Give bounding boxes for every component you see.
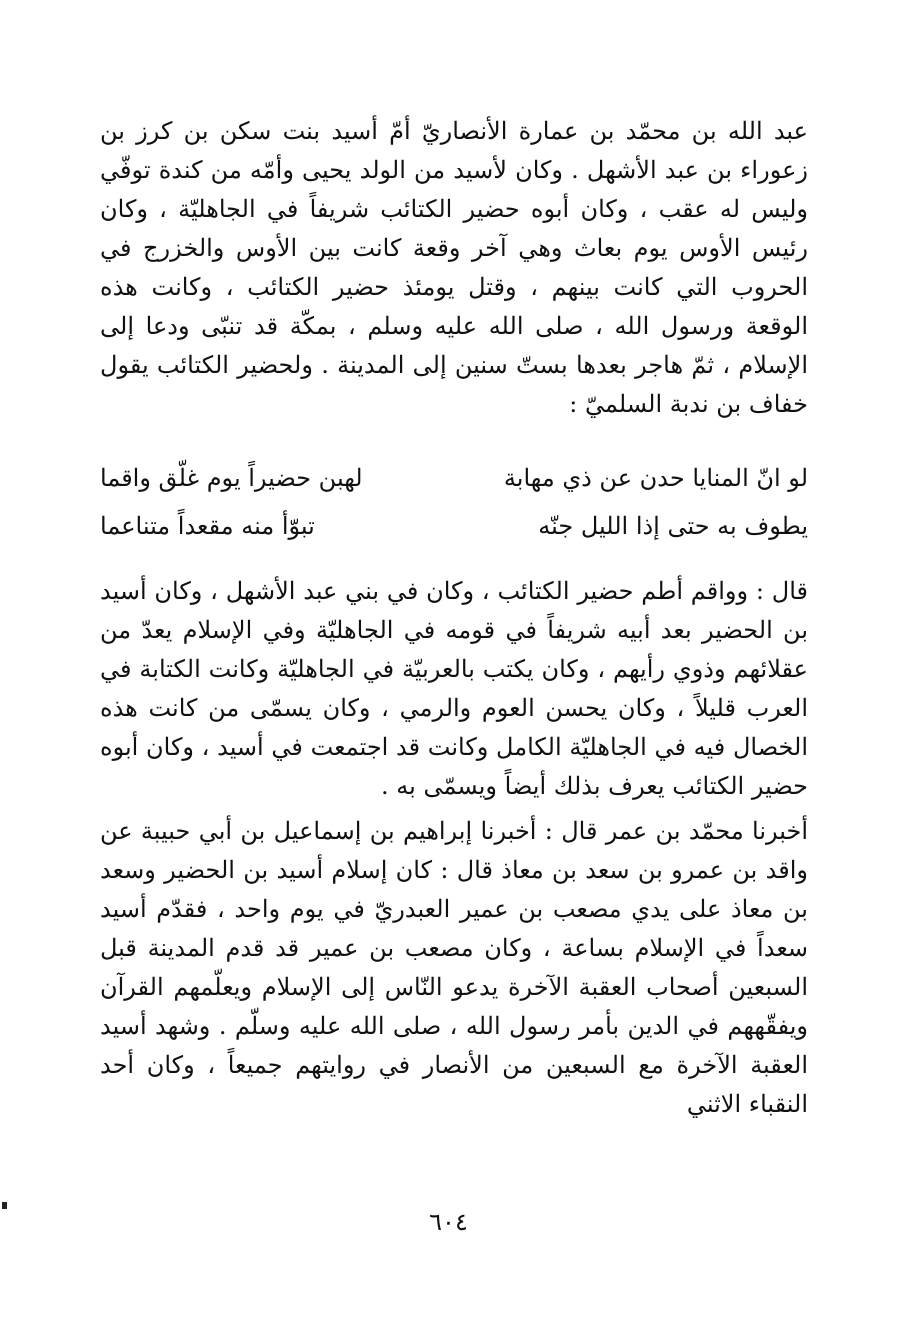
page-body <box>100 112 808 1124</box>
poem <box>100 454 808 550</box>
page-number: ٦٠٤ <box>429 1208 468 1236</box>
verse-2-second-hemistich: تبوّأ منه مقعداً متناعما <box>100 512 315 540</box>
paragraph-1: عبد الله بن محمّد بن عمارة الأنصاريّ أمّ أسيد بنت سكن بن كرز بن زعوراء بن عبد الأشهل . وكان لأسيد من الولد يحيى وأمّه من كندة توفّي وليس له عقب ، وكان أبوه حضير الكتائب شريفاً في الجاهليّة ، وكان رئيس الأوس يوم بعاث وهي آخر وقعة كانت بين الأوس والخزرج في الحروب التي كانت بينهم ، وقتل يومئذ حضير الكتائب ، وكانت هذه الوقعة ورسول الله ، صلى الله عليه وسلم ، بمكّة قد تنبّى ودعا إلى الإسلام ، ثمّ هاجر بعدها بستّ سنين إلى المدينة . ولحضير الكتائب يقول خفاف بن ندبة السلميّ : <box>100 117 809 418</box>
verse-1-first-hemistich: لو انّ المنايا حدن عن ذي مهابة <box>503 464 808 492</box>
verse-1-second-hemistich: لهبن حضيراً يوم غلّق واقما <box>100 464 363 492</box>
verse-2-first-hemistich: يطوف به حتى إذا الليل جنّه <box>538 512 808 540</box>
paragraph-3: أخبرنا محمّد بن عمر قال : أخبرنا إبراهيم بن إسماعيل بن أبي حبيبة عن واقد بن عمرو بن سعد بن معاذ قال : كان إسلام أسيد بن الحضير وسعد بن معاذ على يدي مصعب بن عمير العبدريّ في يوم واحد ، فقدّم أسيد سعداً في الإسلام بساعة ، وكان مصعب بن عمير قد قدم المدينة قبل السبعين أصحاب العقبة الآخرة يدعو النّاس إلى الإسلام ويعلّمهم القرآن ويفقّههم في الدين بأمر رسول الله ، صلى الله عليه وسلّم . وشهد أسيد العقبة الآخرة مع السبعين من الأنصار في روايتهم جميعاً ، وكان أحد النقباء الاثني <box>100 817 808 1118</box>
paragraph-2: قال : وواقم أطم حضير الكتائب ، وكان في بني عبد الأشهل ، وكان أسيد بن الحضير بعد أبيه شريفاً في قومه في الجاهليّة وفي الإسلام يعدّ من عقلائهم وذوي رأيهم ، وكان يكتب بالعربيّة في الجاهليّة وكانت الكتابة في العرب قليلاً ، وكان يحسن العوم والرمي ، وكان يسمّى من كانت هذه الخصال فيه في الجاهليّة الكامل وكانت قد اجتمعت في أسيد ، وكان أبوه حضير الكتائب يعرف بذلك أيضاً ويسمّى به . <box>100 577 808 800</box>
poem-verse-2 <box>100 502 808 550</box>
poem-verse-1 <box>100 454 808 502</box>
scan-mark <box>2 1202 7 1209</box>
